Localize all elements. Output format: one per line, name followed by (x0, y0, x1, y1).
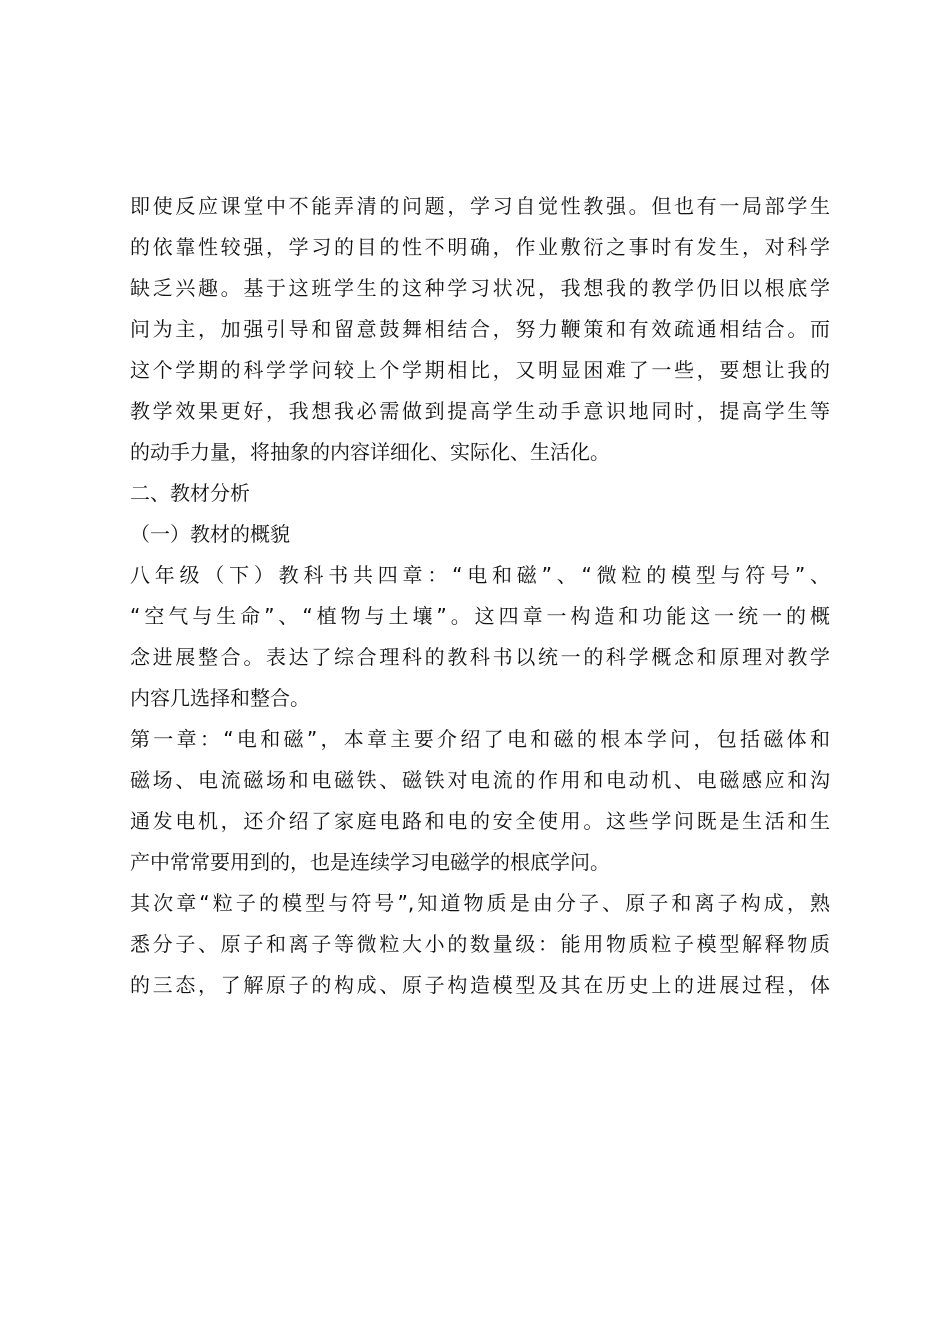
text-line: 其次章“粒子的模型与符号”,知道物质是由分子、原子和离子构成，熟 (130, 891, 830, 915)
text-line: 悉分子、原子和离子等微粒大小的数量级：能用物质粒子模型解释物质 (130, 932, 830, 956)
text-line: 产中常常要用到的，也是连续学习电磁学的根底学问。 (130, 850, 610, 874)
text-line: “空气与生命”、“植物与土壤”。这四章一构造和功能这一统一的概 (130, 604, 830, 628)
text-line: 问为主，加强引导和留意鼓舞相结合，努力鞭策和有效疏通相结合。而 (130, 317, 830, 341)
text-line: 念进展整合。表达了综合理科的教科书以统一的科学概念和原理对教学 (130, 645, 830, 669)
text-line: 即使反应课堂中不能弄清的问题，学习自觉性教强。但也有一局部学生 (130, 194, 830, 218)
text-line: 内容几选择和整合。 (130, 686, 310, 710)
text-line: 通发电机，还介绍了家庭电路和电的安全使用。这些学问既是生活和生 (130, 809, 830, 833)
text-line: 的三态，了解原子的构成、原子构造模型及其在历史上的进展过程，体 (130, 973, 830, 997)
text-line: 第一章：“电和磁”，本章主要介绍了电和磁的根本学问，包括磁体和 (130, 727, 830, 751)
text-line: 缺乏兴趣。基于这班学生的这种学习状况，我想我的教学仍旧以根底学 (130, 276, 830, 300)
text-line: 这个学期的科学学问较上个学期相比，又明显困难了一些，要想让我的 (130, 358, 830, 382)
text-line: 八年级（下）教科书共四章：“电和磁”、“微粒的模型与符号”、 (130, 563, 830, 587)
section-heading: 二、教材分析 (130, 481, 250, 505)
text-line: 的动手力量，将抽象的内容详细化、实际化、生活化。 (130, 440, 610, 464)
document-body (130, 186, 830, 1006)
text-line: 的依靠性较强，学习的目的性不明确，作业敷衍之事时有发生，对科学 (130, 235, 830, 259)
text-line: 教学效果更好，我想我必需做到提高学生动手意识地同时，提高学生等 (130, 399, 830, 423)
text-line: 磁场、电流磁场和电磁铁、磁铁对电流的作用和电动机、电磁感应和沟 (130, 768, 830, 792)
subsection-heading: （一）教材的概貌 (130, 522, 290, 546)
